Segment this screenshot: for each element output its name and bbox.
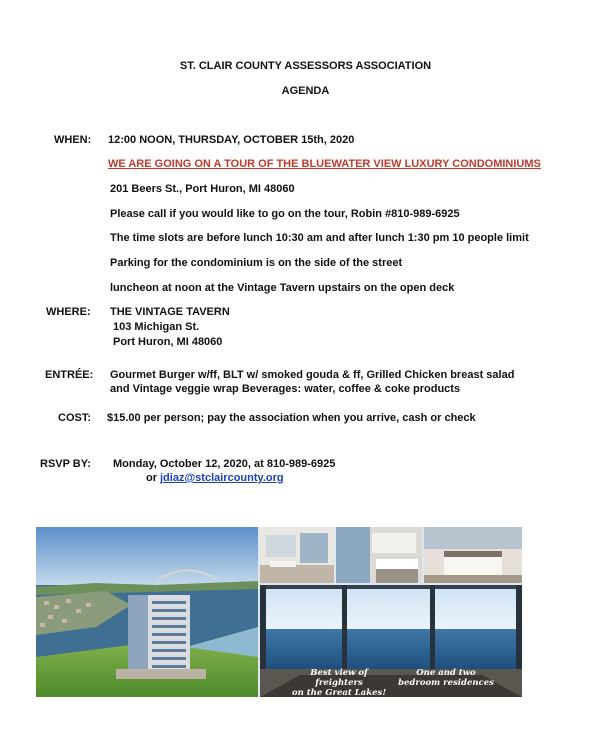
rsvp-or: or (146, 472, 157, 484)
rsvp-label: RSVP BY: (40, 458, 91, 470)
tour-announcement: WE ARE GOING ON A TOUR OF THE BLUEWATER VIEW LUXURY CONDOMINIUMS (108, 158, 541, 170)
caption-freighters (286, 668, 392, 697)
caption-residences-line-2: bedroom residences (398, 678, 494, 688)
caption-residences (398, 668, 494, 688)
venue-name: THE VINTAGE TAVERN (110, 306, 230, 318)
entree-label: ENTRÉE: (45, 369, 94, 381)
cost-text: $15.00 per person; pay the association when you arrive, cash or check (107, 412, 476, 424)
luncheon-info: luncheon at noon at the Vintage Tavern upstairs on the open deck (110, 282, 455, 294)
kitchen-photo (336, 527, 422, 583)
bathroom-photo (260, 527, 334, 583)
when-label: WHEN: (54, 134, 92, 146)
rsvp-email-link[interactable]: jdiaz@stclaircounty.org (160, 472, 284, 484)
rsvp-text: Monday, October 12, 2020, at 810-989-6925 (113, 458, 336, 470)
cost-label: COST: (58, 412, 91, 424)
bedroom-photo (424, 527, 522, 583)
entree-line-1: Gourmet Burger w/ff, BLT w/ smoked gouda & ff, Grilled Chicken breast salad (110, 369, 515, 381)
where-label: WHERE: (46, 306, 91, 318)
aerial-photo (36, 527, 258, 697)
condominium-photo-collage (36, 527, 522, 697)
tour-address: 201 Beers St., Port Huron, MI 48060 (110, 183, 295, 195)
when-datetime: 12:00 NOON, THURSDAY, OCTOBER 15th, 2020 (108, 134, 355, 146)
caption-freighters-line-1: Best view of freighters (310, 668, 368, 688)
entree-line-2: and Vintage veggie wrap Beverages: water, coffee & coke products (110, 383, 461, 395)
caption-freighters-line-2: on the Great Lakes! (291, 688, 387, 697)
venue-street: 103 Michigan St. (113, 321, 200, 333)
agenda-title: AGENDA (281, 85, 330, 97)
tour-call-info: Please call if you would like to go on the tour, Robin #810-989-6925 (110, 208, 460, 220)
parking-info: Parking for the condominium is on the side of the street (110, 257, 403, 269)
org-title: ST. CLAIR COUNTY ASSESSORS ASSOCIATION (179, 60, 432, 72)
caption-residences-line-1: One and two (416, 668, 476, 678)
tour-time-slots: The time slots are before lunch 10:30 am and after lunch 1:30 pm 10 people limit (110, 232, 529, 244)
venue-city: Port Huron, MI 48060 (113, 336, 223, 348)
